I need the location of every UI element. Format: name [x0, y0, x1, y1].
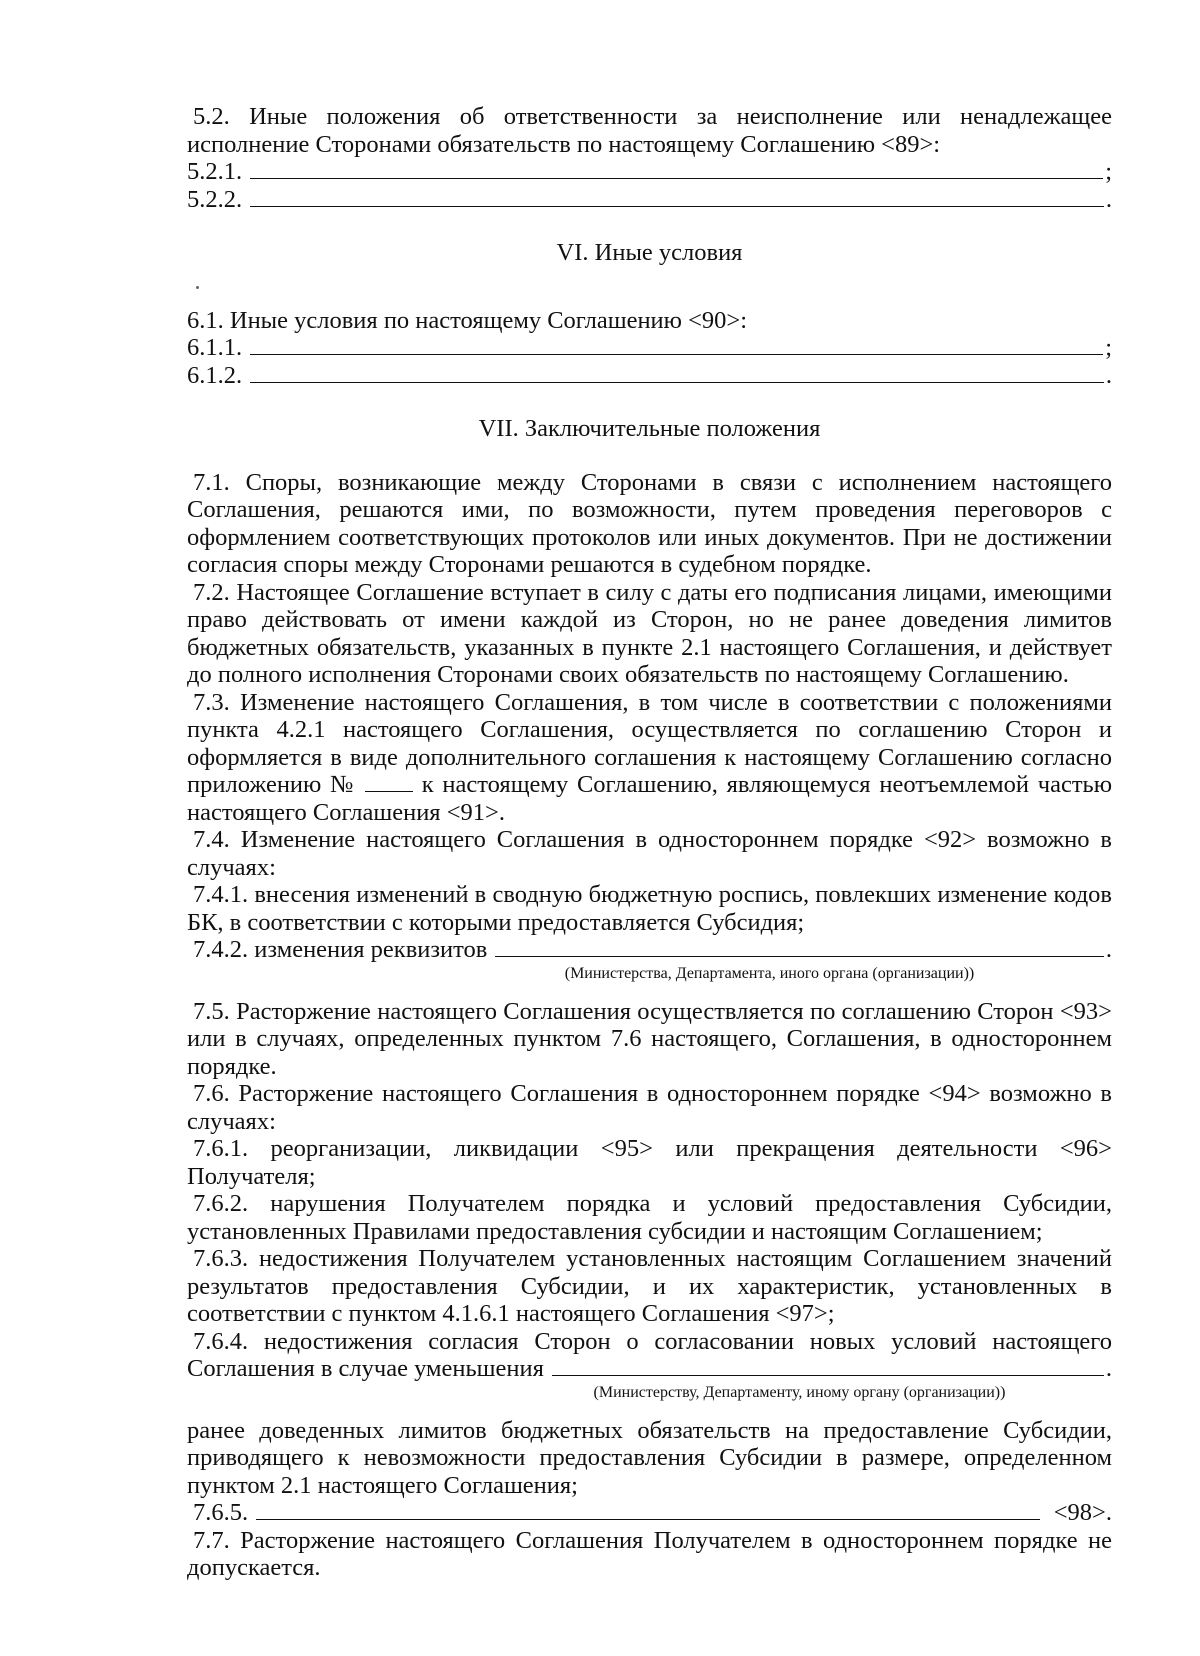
- caption-ministry: (Министерства, Департамента, иного органа (организации)): [564, 964, 975, 982]
- fill-in-line: [250, 334, 1103, 355]
- fill-in-line: [250, 362, 1104, 383]
- clause-5-2-2: 5.2.2. .: [187, 185, 1112, 213]
- fill-in-line: [250, 186, 1104, 207]
- appendix-number-blank: [365, 773, 413, 792]
- clause-7-6-2: 7.6.2. нарушения Получателем порядка и условий предоставления Субсидии, установленных Правилами предоставления субсидии и настоящим Соглашением;: [187, 1190, 1112, 1245]
- clause-7-6-4: 7.6.4. недостижения согласия Сторон о согласовании новых условий настоящего: [193, 1327, 1112, 1355]
- clause-7-6-1: 7.6.1. реорганизации, ликвидации <95> или прекращения деятельности <96> Получателя;: [187, 1135, 1112, 1190]
- fill-in-line: [250, 158, 1103, 179]
- clause-7-1: 7.1. Споры, возникающие между Сторонами в связи с исполнением настоящего Соглашения, решаются ими, по возможности, путем проведения переговоров с оформлением соответствующих протоколов или иных документов. При не достижении согласия споры между Сторонами решаются в судебном порядке.: [187, 468, 1112, 578]
- clause-7-6-4-blank: Соглашения в случае уменьшения .: [187, 1355, 1112, 1382]
- clause-6-1: 6.1. Иные условия по настоящему Соглашению <90>:: [187, 306, 748, 334]
- clause-7-4-1: 7.4.1. внесения изменений в сводную бюджетную роспись, повлекших изменение кодов БК, в соответствии с которыми предоставляется Субсидия;: [187, 881, 1112, 936]
- clause-7-3: 7.3. Изменение настоящего Соглашения, в том числе в соответствии с положениями пункта 4.2.1 настоящего Соглашения, осуществляется по соглашению Сторон и оформляется в виде дополнительного соглашения к настоящему Соглашению согласно приложению № к настоящему Соглашению, являющемуся неотъемлемой частью настоящего Соглашения <91>.: [187, 688, 1113, 826]
- section-7-heading: VII. Заключительные положения: [478, 415, 821, 442]
- clause-7-4-2: 7.4.2. изменения реквизитов .: [193, 936, 1112, 963]
- caption-ministry-dative: (Министерству, Департаменту, иному органу (организации)): [593, 1383, 1006, 1401]
- clause-7-2: 7.2. Настоящее Соглашение вступает в силу с даты его подписания лицами, имеющими право действовать от имени каждой из Сторон, но не ранее доведения лимитов бюджетных обязательств, указанных в пункте 2.1 настоящего Соглашения, и действует до полного исполнения Сторонами своих обязательств по настоящему Соглашению.: [187, 578, 1112, 688]
- fill-in-line: [256, 1499, 1040, 1520]
- clause-7-6-5: 7.6.5. <98>.: [193, 1499, 1112, 1526]
- clause-7-7: 7.7. Расторжение настоящего Соглашения Получателем в одностороннем порядке не допускается.: [187, 1526, 1112, 1581]
- clause-6-1-1: 6.1.1. ;: [187, 334, 1112, 361]
- section-6-heading: VI. Иные условия: [556, 239, 743, 266]
- clause-7-6-4-continued: ранее доведенных лимитов бюджетных обязательств на предоставление Субсидии, приводящего к невозможности предоставления Субсидии в размере, определенном пунктом 2.1 настоящего Соглашения;: [187, 1416, 1112, 1499]
- clause-5-2-1: 5.2.1. ;: [187, 158, 1112, 185]
- fill-in-line: [552, 1355, 1104, 1376]
- clause-7-6-3: 7.6.3. недостижения Получателем установленных настоящим Соглашением значений результатов предоставления Субсидии, и их характеристик, установленных в соответствии с пунктом 4.1.6.1 настоящего Соглашения <97>;: [187, 1245, 1112, 1327]
- clause-5-2: 5.2. Иные положения об ответственности за неисполнение или ненадлежащее исполнение Сторонами обязательств по настоящему Соглашению <89>:: [187, 103, 1112, 158]
- fill-in-line: [495, 936, 1104, 957]
- clause-7-5: 7.5. Расторжение настоящего Соглашения осуществляется по соглашению Сторон <93> или в случаях, определенных пунктом 7.6 настоящего, Соглашения, в одностороннем порядке.: [187, 997, 1112, 1080]
- clause-6-1-2: 6.1.2. .: [187, 361, 1112, 389]
- document-body: [187, 103, 1112, 1582]
- clause-7-6: 7.6. Расторжение настоящего Соглашения в одностороннем порядке <94> возможно в случаях:: [187, 1080, 1112, 1135]
- clause-7-4: 7.4. Изменение настоящего Соглашения в одностороннем порядке <92> возможно в случаях:: [187, 826, 1112, 881]
